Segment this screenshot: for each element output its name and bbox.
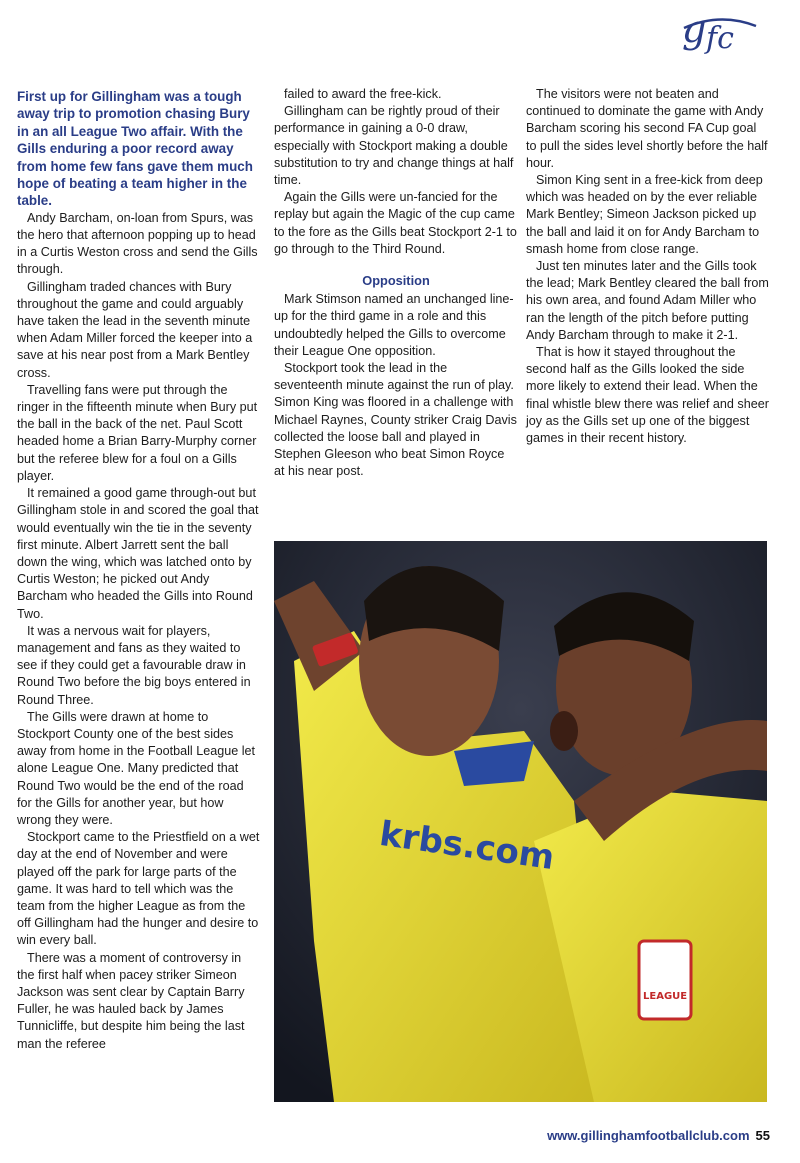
- section-subheading: Opposition: [362, 273, 430, 289]
- svg-text:fc: fc: [706, 21, 734, 56]
- paragraph: Gillingham can be rightly proud of their performance in gaining a 0-0 draw, especially with Stockport making a double substitution to try and change things at half time.: [274, 104, 514, 188]
- paragraph: The Gills were drawn at home to Stockport County one of the best sides away from home in the Football League let alone League One. Many predicted that Round Two would be the end of the road for the Gills for another year, but how wrong they were.: [17, 709, 256, 827]
- website-url: www.gillinghamfootballclub.com: [547, 1128, 750, 1143]
- sleeve-badge-text: LEAGUE: [643, 991, 688, 1002]
- paragraph: Stockport came to the Priestfield on a wet day at the end of November and were played off the park for large parts of the game. It was hard to tell which was the team from the higher League as from the off Gillingham had the hunger and desire to win every ball.: [17, 830, 260, 948]
- paragraph: The visitors were not beaten and continued to dominate the game with Andy Barcham scoring his second FA Cup goal to pull the sides level shortly before the half hour.: [526, 87, 768, 170]
- page-number: 55: [755, 1128, 770, 1143]
- paragraph: failed to award the free-kick.: [284, 87, 442, 101]
- paragraph: Simon King sent in a free-kick from deep which was headed on by the ever reliable Mark Bentley; Simeon Jackson picked up the ball and laid it on for Andy Barcham to smash home from close range.: [526, 173, 763, 256]
- page-footer: [547, 1128, 770, 1143]
- paragraph: Just ten minutes later and the Gills took the lead; Mark Bentley cleared the ball from his own area, and found Adam Miller who ran the length of the pitch before putting Andy Barcham through to make it 2-1.: [526, 259, 769, 342]
- paragraph: Again the Gills were un-fancied for the replay but again the Magic of the cup came to the fore as the Gills beat Stockport 2-1 to go through to the Third Round.: [274, 190, 517, 256]
- article-column-1: [17, 88, 260, 1053]
- gfc-logo-icon: [680, 8, 760, 58]
- celebration-photo: [274, 541, 767, 1102]
- players-celebrating-image: [274, 541, 767, 1102]
- article-column-2: [274, 86, 518, 480]
- paragraph: It remained a good game through-out but Gillingham stole in and scored the goal that would eventually win the tie in the seventy first minute. Albert Jarrett sent the ball down the wing, which was latched onto by Curtis Weston; he picked out Andy Barcham who headed the Gills into Round Two.: [17, 486, 259, 621]
- paragraph: Gillingham traded chances with Bury throughout the game and could arguably have taken the lead in the seventh minute when Adam Miller forced the keeper into a save at his near post from a Mark Bentley cross.: [17, 279, 253, 380]
- shirt-sponsor-text: krbs.com: [377, 813, 557, 879]
- article-column-3: [526, 86, 770, 447]
- paragraph: Travelling fans were put through the ringer in the fifteenth minute when Bury put the ball in the back of the net. Paul Scott headed home a Brian Barry-Murphy corner but the referee blew for a foul on a Gills player.: [17, 382, 258, 483]
- paragraph: That is how it stayed throughout the second half as the Gills looked the side more likely to extend their lead. When the final whistle blew there was relief and sheer joy as the Gills set up one of the biggest games in their recent history.: [526, 345, 769, 446]
- svg-text:g: g: [682, 8, 707, 51]
- paragraph: Mark Stimson named an unchanged line-up for the third game in a role and this undoubtedly helped the Gills to overcome their League One opposition.: [274, 292, 514, 358]
- paragraph: It was a nervous wait for players, management and fans as they waited to see if they could get a favourable draw in Round Two before the big boys entered in Round Three.: [17, 623, 251, 707]
- paragraph: There was a moment of controversy in the first half when pacey striker Simeon Jackson was sent clear by Captain Barry Fuller, he was hauled back by James Tunnicliffe, but despite him being the last man the referee: [17, 950, 245, 1051]
- paragraph: Stockport took the lead in the seventeenth minute against the run of play. Simon King was floored in a challenge with Michael Raynes, County striker Craig Davis collected the loose ball and played in Stephen Gleeson who beat Simon Royce at his near post.: [274, 361, 517, 479]
- paragraph: Andy Barcham, on-loan from Spurs, was the hero that afternoon popping up to head in a Curtis Weston cross and send the Gills through.: [17, 210, 258, 277]
- article-lead: First up for Gillingham was a tough away trip to promotion chasing Bury in an all League Two affair. With the Gills enduring a poor record away from home few fans gave them much hope of beating a team higher in the table.: [17, 89, 253, 209]
